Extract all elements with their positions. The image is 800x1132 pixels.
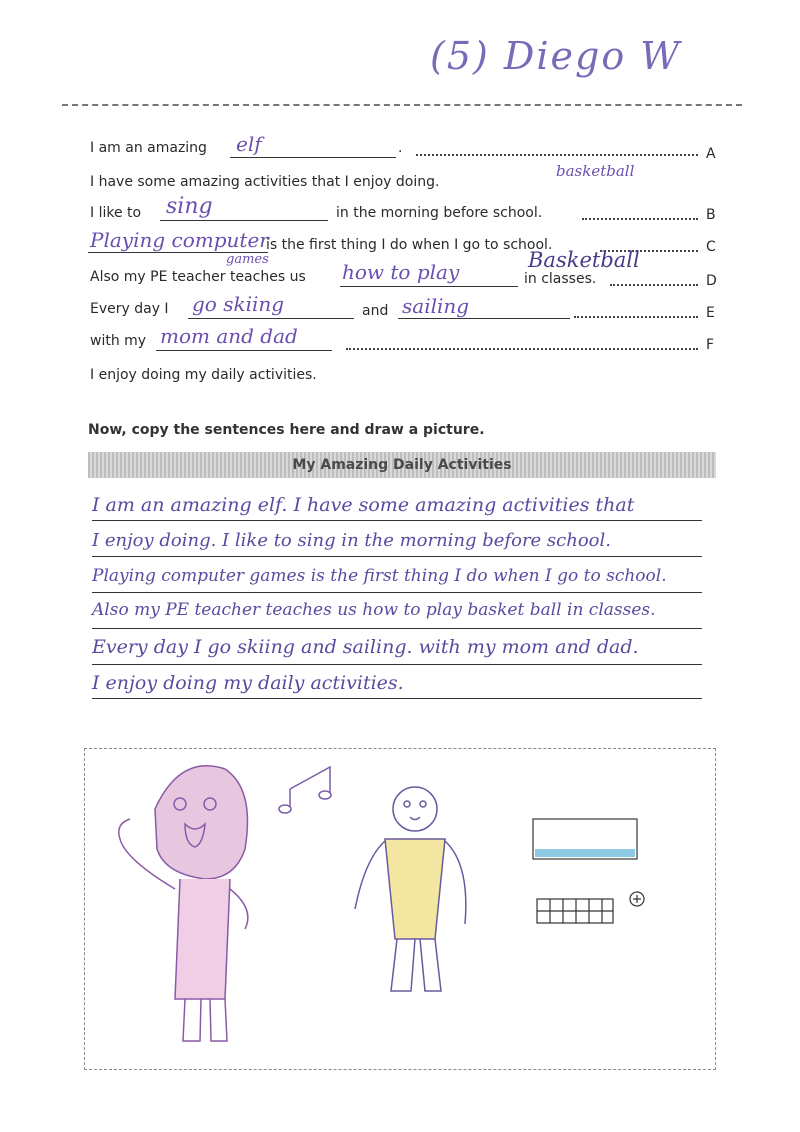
- line-c-letter: C: [706, 239, 716, 255]
- copied-line-4: Also my PE teacher teaches us how to play basket ball in classes.: [92, 600, 656, 620]
- copied-line-2: I enjoy doing. I like to sing in the morning before school.: [92, 530, 611, 551]
- line-e-and: and: [362, 303, 389, 319]
- line-a-dots: [416, 154, 698, 156]
- line-e-answer-1: go skiing: [192, 292, 285, 316]
- copied-rule-2: [92, 556, 702, 557]
- grid-object-drawing: [537, 892, 644, 923]
- copied-rule-1: [92, 520, 702, 521]
- copied-line-1: I am an amazing elf. I have some amazing activities that: [92, 494, 635, 516]
- copied-line-6: I enjoy doing my daily activities.: [92, 672, 404, 694]
- line-f-blank: [156, 350, 332, 351]
- header-divider: [62, 104, 742, 106]
- line-c-answer: Playing computer: [90, 228, 269, 252]
- line-f-dots: [346, 348, 698, 350]
- line-d-blank: [340, 286, 518, 287]
- basketball-note: basketball: [556, 162, 635, 180]
- line-a-prefix: I am an amazing: [90, 140, 207, 156]
- standing-figure-drawing: [355, 787, 466, 991]
- instruction: Now, copy the sentences here and draw a picture.: [88, 422, 485, 438]
- music-note-icon: [279, 767, 331, 813]
- banner-title: My Amazing Daily Activities: [88, 452, 716, 478]
- line-d-dots: [610, 284, 698, 286]
- line-a-period: .: [398, 140, 403, 156]
- line-b-letter: B: [706, 207, 716, 223]
- copied-rule-4: [92, 628, 702, 629]
- line-e-dots: [574, 316, 698, 318]
- hooded-figure-drawing: [119, 766, 248, 1041]
- line-b-suffix: in the morning before school.: [336, 205, 543, 221]
- copied-line-3: Playing computer games is the first thing I do when I go to school.: [92, 566, 667, 586]
- line-e-blank-1: [188, 318, 354, 319]
- line-d-suffix: in classes.: [524, 271, 597, 287]
- line-f-prefix: with my: [90, 333, 147, 349]
- line-last: I enjoy doing my daily activities.: [90, 367, 317, 383]
- copied-rule-5: [92, 664, 702, 665]
- line-2-text: I have some amazing activities that I enjoy doing.: [90, 174, 440, 190]
- line-e-prefix: Every day I: [90, 301, 169, 317]
- line-e-letter: E: [706, 305, 715, 321]
- games-note: games: [226, 252, 269, 267]
- copied-rule-3: [92, 592, 702, 593]
- line-e-blank-2: [398, 318, 570, 319]
- student-name: (5) Diego W: [430, 34, 682, 78]
- line-b-dots: [582, 218, 698, 220]
- line-e-answer-2: sailing: [402, 294, 470, 318]
- picture-box: [84, 748, 716, 1070]
- pool-drawing: [533, 819, 637, 859]
- line-c-suffix: is the first thing I do when I go to school.: [266, 237, 553, 253]
- line-f-answer: mom and dad: [160, 324, 298, 348]
- copied-rule-6: [92, 698, 702, 699]
- line-b-blank: [160, 220, 328, 221]
- basketball-answer: Basketball: [528, 248, 640, 272]
- line-d-letter: D: [706, 273, 717, 289]
- line-b-answer: sing: [166, 194, 213, 219]
- child-drawing: [85, 749, 715, 1069]
- line-d-answer: how to play: [342, 260, 460, 284]
- line-a-answer: elf: [236, 132, 262, 156]
- line-b-prefix: I like to: [90, 205, 142, 221]
- copied-line-5: Every day I go skiing and sailing. with my mom and dad.: [92, 636, 639, 658]
- line-a-blank: [230, 157, 396, 158]
- line-d-prefix: Also my PE teacher teaches us: [90, 269, 306, 285]
- line-f-letter: F: [706, 337, 715, 353]
- line-a-letter: A: [706, 146, 716, 162]
